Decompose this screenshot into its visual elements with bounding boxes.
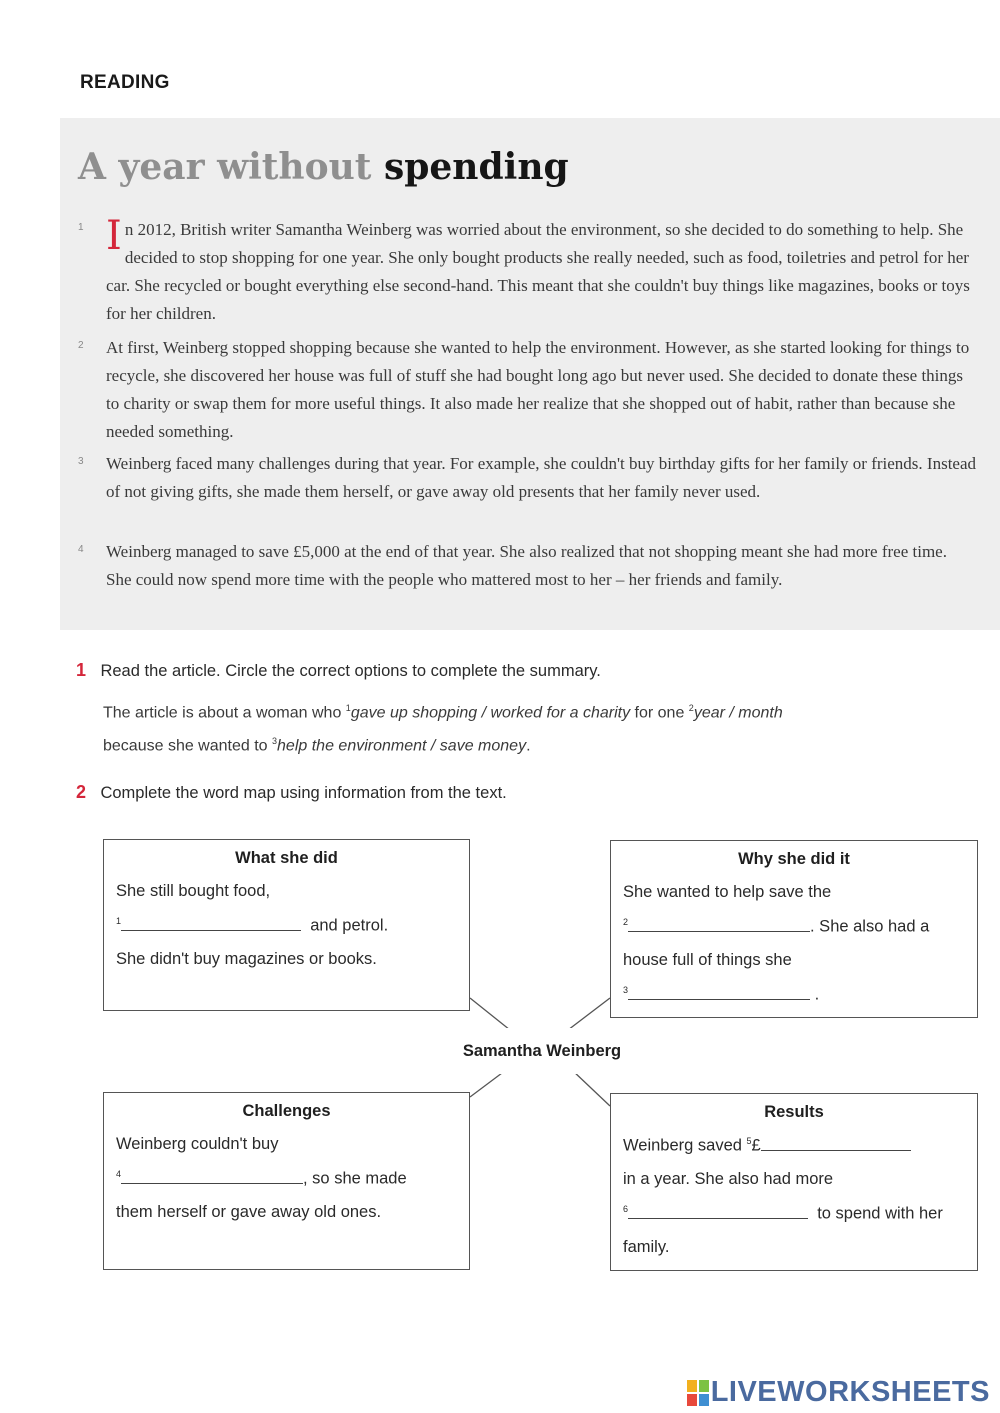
gap-4-line xyxy=(116,1169,407,1189)
summary-text: for one xyxy=(630,704,689,722)
question-1-number: 1 xyxy=(76,660,87,680)
box-text: She wanted to help save the xyxy=(623,883,832,901)
box-text: She didn't buy magazines or books. xyxy=(116,950,377,968)
option-1[interactable]: gave up shopping / worked for a charity xyxy=(350,704,631,722)
answer-blank-6[interactable] xyxy=(628,1217,808,1219)
paragraph-number: 3 xyxy=(78,456,84,467)
box-text: family. xyxy=(623,1238,670,1256)
gap-1-line xyxy=(116,916,388,936)
gap-number: 3 xyxy=(272,736,278,746)
paragraph-4: Weinberg managed to save £5,000 at the end of that year. She also realized that not shopping meant she had more free time. She could now spend more time with the people who mattered most to her – her friends and family. xyxy=(106,542,947,589)
box-text: house full of things she xyxy=(623,951,792,969)
footer-logo-text: LIVEWORKSHEETS xyxy=(710,1376,990,1408)
option-3[interactable]: help the environment / save money xyxy=(277,737,527,755)
option-2[interactable]: year / month xyxy=(693,704,783,722)
article-title-part1: A year without xyxy=(78,146,372,188)
gap-2-line xyxy=(623,917,929,937)
gap-number: 3 xyxy=(623,985,629,995)
box-heading: Challenges xyxy=(242,1102,331,1120)
currency-symbol: £ xyxy=(751,1136,761,1155)
box-text: She still bought food, xyxy=(116,882,271,900)
article-title-part2: spending xyxy=(383,146,569,188)
paragraph-text: n 2012, British writer Samantha Weinberg was worried about the environment, so she decided to do something to help. She decided to stop shopping for one year. She only bought products she really needed, such as food, toiletries and petrol for her car. She recycled or bought everything else second-hand. This meant that she couldn't buy things like magazines, books or toys for her children. xyxy=(106,220,970,323)
section-label: READING xyxy=(80,72,170,93)
summary-text: because she wanted to xyxy=(103,737,273,755)
gap-number: 2 xyxy=(688,703,694,713)
answer-blank-4[interactable] xyxy=(121,1182,303,1184)
gap-number: 4 xyxy=(116,1169,122,1179)
box-text: Weinberg couldn't buy xyxy=(116,1135,279,1153)
paragraph-3: Weinberg faced many challenges during that year. For example, she couldn't buy birthday gifts for her family or friends. Instead of not giving gifts, she made them herself, or gave away old presents that her family never used. xyxy=(106,454,977,501)
box-text: to spend with her xyxy=(817,1204,943,1223)
summary-text: The article is about a woman who xyxy=(103,704,346,722)
gap-number: 1 xyxy=(345,703,351,713)
answer-blank-2[interactable] xyxy=(628,930,810,932)
box-text: . xyxy=(814,985,820,1004)
box-text: them herself or gave away old ones. xyxy=(116,1203,382,1221)
answer-blank-1[interactable] xyxy=(121,929,301,931)
question-2-instruction: Complete the word map using information from the text. xyxy=(100,784,507,802)
box-text: and petrol. xyxy=(310,916,389,935)
liveworksheets-logo-icon xyxy=(687,1380,709,1406)
paragraph-2: At first, Weinberg stopped shopping because she wanted to help the environment. However, as she started looking for things to recycle, she discovered her house was full of stuff she had bought long ago but never used. She decided to donate these things to charity or swap them for more useful things. It also made her realize that she shopped out of habit, rather than because she needed something. xyxy=(106,338,970,441)
word-map-center: Samantha Weinberg xyxy=(434,1028,650,1074)
gap-number: 1 xyxy=(116,916,122,926)
answer-blank-5[interactable] xyxy=(761,1149,911,1151)
paragraph-number: 1 xyxy=(78,222,84,233)
answer-blank-3[interactable] xyxy=(628,998,810,1000)
gap-3-line xyxy=(623,985,819,1005)
box-heading: Results xyxy=(764,1103,824,1121)
box-heading: Why she did it xyxy=(738,850,850,868)
gap-number: 5 xyxy=(746,1136,752,1146)
dropcap: I xyxy=(106,213,122,259)
gap-6-line xyxy=(623,1204,943,1224)
gap-number: 6 xyxy=(623,1204,629,1214)
footer-logo[interactable] xyxy=(687,1376,990,1409)
box-heading: What she did xyxy=(235,849,338,867)
gap-5-line xyxy=(623,1136,911,1156)
summary-text: . xyxy=(526,737,531,755)
paragraph-number: 4 xyxy=(78,544,84,555)
question-1-instruction: Read the article. Circle the correct options to complete the summary. xyxy=(100,662,601,680)
gap-number: 2 xyxy=(623,917,629,927)
question-2-number: 2 xyxy=(76,782,87,802)
box-text: in a year. She also had more xyxy=(623,1170,834,1188)
box-text: , so she made xyxy=(303,1169,407,1188)
box-text: Weinberg saved xyxy=(623,1136,747,1155)
box-text: . She also had a xyxy=(810,917,930,936)
paragraph-number: 2 xyxy=(78,340,84,351)
